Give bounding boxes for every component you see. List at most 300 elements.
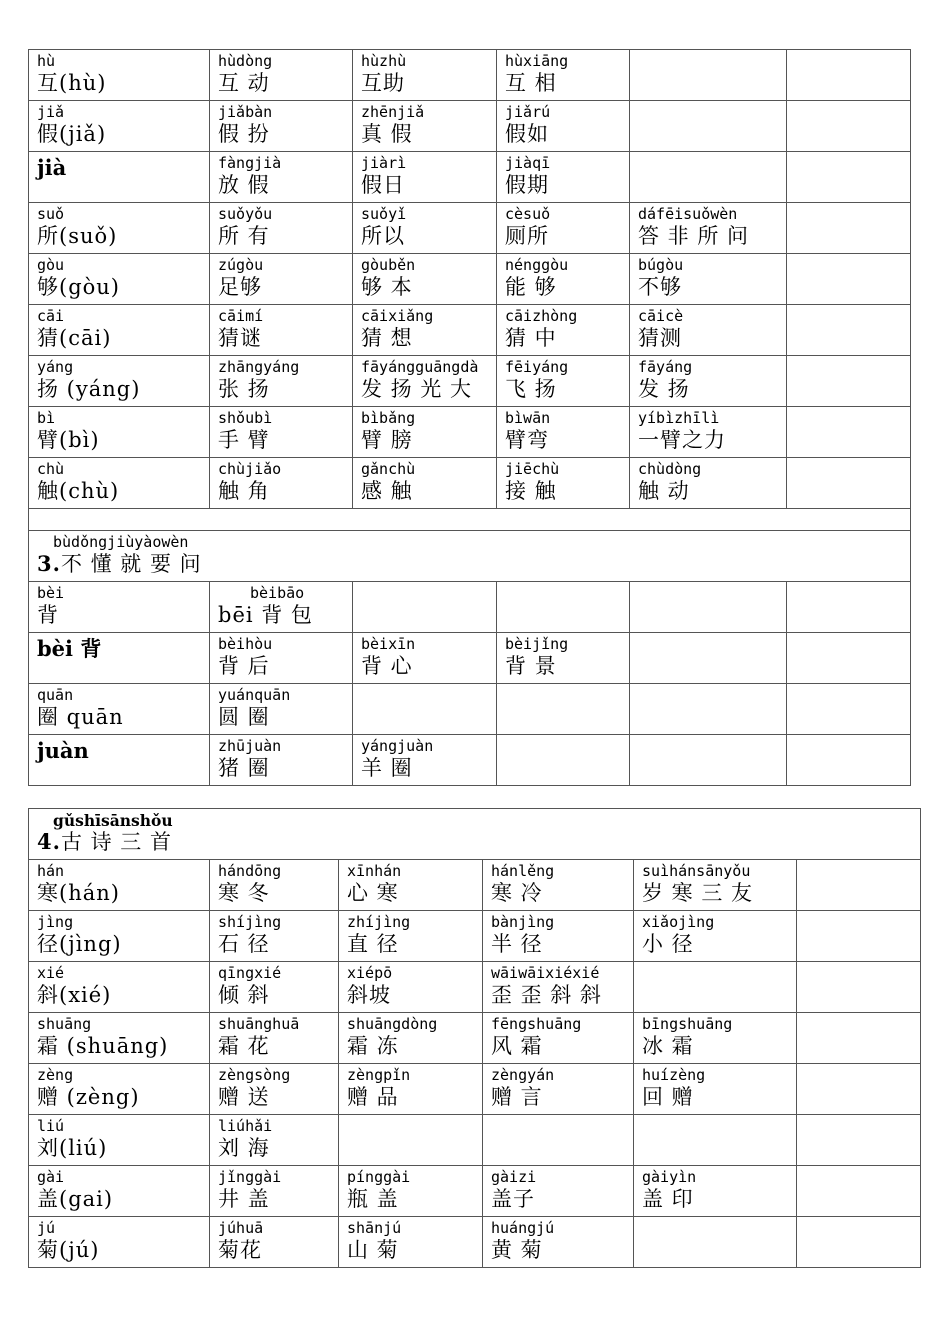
word: bēi 背 包 (218, 603, 313, 627)
word: juàn (37, 738, 89, 763)
pinyin (638, 738, 786, 755)
pinyin (795, 53, 910, 70)
word: 菊(jú) (37, 1238, 100, 1262)
pinyin (642, 1220, 796, 1237)
word: 盖 印 (642, 1187, 694, 1211)
pinyin: nénggòu (505, 256, 569, 274)
pinyin (505, 738, 629, 755)
vocab-cell (29, 735, 210, 786)
word: 扬 (yáng) (37, 377, 141, 401)
vocab-cell (787, 305, 911, 356)
pinyin: shānjú (347, 1219, 402, 1237)
pinyin (795, 155, 910, 172)
word: 飞 扬 (505, 377, 557, 401)
vocab-cell (339, 962, 483, 1013)
vocab-cell (787, 101, 911, 152)
word: 背 后 (218, 654, 270, 678)
vocab-cell (210, 305, 353, 356)
pinyin (795, 687, 910, 704)
vocab-cell (483, 860, 634, 911)
pinyin: qīngxié (218, 964, 282, 982)
vocab-cell (29, 1013, 210, 1064)
vocab-cell (29, 860, 210, 911)
vocab-cell (210, 254, 353, 305)
word: 小 径 (642, 932, 694, 956)
vocab-cell (630, 407, 787, 458)
word: 假(jiǎ) (37, 122, 107, 146)
vocab-cell (29, 458, 210, 509)
pinyin (795, 257, 910, 274)
vocab-cell (630, 203, 787, 254)
pinyin: zèngsòng (218, 1066, 291, 1084)
word: 猜测 (638, 326, 682, 350)
vocab-cell (29, 1217, 210, 1268)
pinyin (638, 636, 786, 653)
word: 能 够 (505, 275, 557, 299)
word: 菊花 (218, 1238, 262, 1262)
vocab-table-1 (28, 49, 911, 786)
word: 感 触 (361, 479, 413, 503)
pinyin: fēiyáng (505, 358, 569, 376)
pinyin: jú (37, 1219, 56, 1237)
pinyin (805, 914, 920, 931)
pinyin: shuāng (37, 1015, 92, 1033)
word: 直 径 (347, 932, 399, 956)
vocab-cell (787, 254, 911, 305)
vocab-cell (630, 50, 787, 101)
word: 一臂之力 (638, 428, 726, 452)
pinyin (805, 1169, 920, 1186)
word: 赠 (zèng) (37, 1085, 140, 1109)
word: 假期 (505, 173, 549, 197)
pinyin: jiàrì (361, 154, 407, 172)
vocab-cell (210, 633, 353, 684)
word: jià (37, 155, 67, 180)
word: 斜(xié) (37, 983, 112, 1007)
pinyin: huízèng (642, 1066, 706, 1084)
pinyin (642, 965, 796, 982)
table-row (29, 735, 911, 786)
pinyin: cèsuǒ (505, 205, 551, 223)
word: 霜 花 (218, 1034, 270, 1058)
vocab-cell (353, 203, 497, 254)
word: 触 角 (218, 479, 270, 503)
pinyin: zèngpǐn (347, 1066, 411, 1084)
word: 厕所 (505, 224, 549, 248)
pinyin (361, 687, 496, 704)
vocab-cell (787, 633, 911, 684)
vocab-cell (787, 356, 911, 407)
pinyin: júhuā (218, 1219, 264, 1237)
word: 猜谜 (218, 326, 262, 350)
vocab-cell (339, 1115, 483, 1166)
pinyin: suǒyǒu (218, 205, 273, 223)
pinyin: jiàqī (505, 154, 551, 172)
pinyin: suǒ (37, 205, 65, 223)
vocab-cell (210, 458, 353, 509)
word: 井 盖 (218, 1187, 270, 1211)
pinyin: xīnhán (347, 862, 402, 880)
pinyin: chù (37, 460, 65, 478)
pinyin: hùxiāng (505, 52, 569, 70)
pinyin: cāizhòng (505, 307, 578, 325)
pinyin: gàizi (491, 1168, 537, 1186)
vocab-cell (29, 911, 210, 962)
vocab-cell (210, 101, 353, 152)
vocab-cell (210, 356, 353, 407)
pinyin: zèng (37, 1066, 74, 1084)
pinyin: bìbǎng (361, 409, 416, 427)
pinyin (805, 1016, 920, 1033)
vocab-cell (210, 203, 353, 254)
word: 互(hù) (37, 71, 107, 95)
vocab-cell (339, 911, 483, 962)
vocab-cell (630, 356, 787, 407)
word: 所 有 (218, 224, 270, 248)
table-row (29, 203, 911, 254)
vocab-cell (787, 50, 911, 101)
pinyin: hùdòng (218, 52, 273, 70)
spacer-row (29, 509, 911, 531)
vocab-cell (497, 633, 630, 684)
word: 所(suǒ) (37, 224, 118, 248)
vocab-cell (353, 582, 497, 633)
pinyin: yuánquān (218, 686, 291, 704)
vocab-cell (210, 962, 339, 1013)
word: 岁 寒 三 友 (642, 881, 754, 905)
vocab-cell (353, 684, 497, 735)
table-row (29, 684, 911, 735)
pinyin: zhēnjiǎ (361, 103, 425, 121)
word: 赠 送 (218, 1085, 270, 1109)
vocab-cell (497, 203, 630, 254)
table-row (29, 962, 921, 1013)
table-row (29, 1166, 921, 1217)
pinyin: gàiyìn (642, 1168, 697, 1186)
word: 霜 冻 (347, 1034, 399, 1058)
pinyin (795, 308, 910, 325)
pinyin: gòuběn (361, 256, 416, 274)
pinyin: shíjìng (218, 913, 282, 931)
word: 不够 (638, 275, 682, 299)
word: 背 心 (361, 654, 413, 678)
vocab-cell (483, 1064, 634, 1115)
pinyin: zhāngyáng (218, 358, 300, 376)
pinyin: fāyángguāngdà (361, 358, 479, 376)
vocab-cell (29, 203, 210, 254)
table-row (29, 911, 921, 962)
vocab-cell (483, 1217, 634, 1268)
vocab-cell (630, 633, 787, 684)
vocab-cell (787, 152, 911, 203)
vocab-cell (634, 911, 797, 962)
vocab-cell (339, 1064, 483, 1115)
vocab-cell (210, 1217, 339, 1268)
pinyin (505, 585, 629, 602)
word: 圈 quān (37, 705, 124, 729)
pinyin: cāixiǎng (361, 307, 434, 325)
vocab-cell (210, 1115, 339, 1166)
word: 发 扬 (638, 377, 690, 401)
pinyin (642, 1118, 796, 1135)
table-row (29, 633, 911, 684)
word: 答 非 所 问 (638, 224, 750, 248)
word: 假 扮 (218, 122, 270, 146)
pinyin: bīngshuāng (642, 1015, 733, 1033)
vocab-cell (497, 582, 630, 633)
vocab-cell (210, 407, 353, 458)
vocab-cell (29, 962, 210, 1013)
pinyin: xiépō (347, 964, 393, 982)
word: 放 假 (218, 173, 270, 197)
word: 盖子 (491, 1187, 535, 1211)
vocab-cell (339, 860, 483, 911)
pinyin: shuānghuā (218, 1015, 300, 1033)
pinyin: zhūjuàn (218, 737, 282, 755)
pinyin: hù (37, 52, 56, 70)
pinyin (361, 585, 496, 602)
word: 互 相 (505, 71, 557, 95)
table-row (29, 305, 911, 356)
vocab-cell (210, 684, 353, 735)
vocab-cell (797, 1166, 921, 1217)
vocab-cell (483, 1115, 634, 1166)
vocab-cell (353, 735, 497, 786)
vocab-cell (797, 1217, 921, 1268)
vocab-cell (634, 1064, 797, 1115)
word: 猜 想 (361, 326, 413, 350)
pinyin: xié (37, 964, 65, 982)
pinyin (795, 359, 910, 376)
vocab-cell (634, 1013, 797, 1064)
pinyin: yángjuàn (361, 737, 434, 755)
word: 山 菊 (347, 1238, 399, 1262)
pinyin: chùjiǎo (218, 460, 282, 478)
pinyin: gǎnchù (361, 460, 416, 478)
vocab-cell (210, 582, 353, 633)
vocab-cell (29, 101, 210, 152)
pinyin: bìwān (505, 409, 551, 427)
pinyin: cāimí (218, 307, 264, 325)
vocab-cell (497, 305, 630, 356)
vocab-cell (797, 1115, 921, 1166)
vocab-cell (29, 1166, 210, 1217)
vocab-cell (497, 735, 630, 786)
word: 羊 圈 (361, 756, 413, 780)
vocab-cell (29, 152, 210, 203)
word: 假日 (361, 173, 405, 197)
vocab-cell (497, 50, 630, 101)
word: 猜(cāi) (37, 326, 112, 350)
vocab-cell (210, 1013, 339, 1064)
word: 黄 菊 (491, 1238, 543, 1262)
word: 冰 霜 (642, 1034, 694, 1058)
table-row (29, 407, 911, 458)
pinyin: hándōng (218, 862, 282, 880)
vocab-cell (210, 1166, 339, 1217)
vocab-cell (483, 1166, 634, 1217)
vocab-cell (353, 101, 497, 152)
pinyin (795, 206, 910, 223)
vocab-cell (630, 101, 787, 152)
pinyin (805, 863, 920, 880)
vocab-cell (630, 684, 787, 735)
pinyin: jiǎbàn (218, 103, 273, 121)
pinyin (638, 687, 786, 704)
vocab-cell (797, 911, 921, 962)
pinyin: huángjú (491, 1219, 555, 1237)
vocab-cell (29, 633, 210, 684)
pinyin (805, 1067, 920, 1084)
word: 风 霜 (491, 1034, 543, 1058)
word: 臂弯 (505, 428, 549, 452)
pinyin: hánlěng (491, 862, 555, 880)
vocab-cell (630, 582, 787, 633)
pinyin (795, 461, 910, 478)
vocab-cell (210, 860, 339, 911)
vocab-cell (29, 1064, 210, 1115)
vocab-cell (634, 860, 797, 911)
pinyin: quān (37, 686, 74, 704)
vocab-cell (634, 1217, 797, 1268)
word: 霜 (shuāng) (37, 1034, 169, 1058)
word: 寒 冬 (218, 881, 270, 905)
vocab-cell (29, 50, 210, 101)
pinyin: suǒyǐ (361, 205, 407, 223)
vocab-cell (787, 458, 911, 509)
vocab-cell (29, 407, 210, 458)
word: 张 扬 (218, 377, 270, 401)
vocab-cell (210, 911, 339, 962)
table-row (29, 101, 911, 152)
word: 互助 (361, 71, 405, 95)
vocab-cell (483, 1013, 634, 1064)
vocab-cell (29, 356, 210, 407)
vocab-cell (497, 684, 630, 735)
pinyin: wāiwāixiéxié (491, 964, 600, 982)
pinyin: bèi (37, 584, 65, 602)
word: bèi 背 (37, 636, 102, 661)
pinyin: shuāngdòng (347, 1015, 438, 1033)
word: 刘 海 (218, 1136, 270, 1160)
vocab-cell (339, 1166, 483, 1217)
word: 够(gòu) (37, 275, 120, 299)
pinyin: suìhánsānyǒu (642, 862, 751, 880)
vocab-cell (483, 962, 634, 1013)
word: 足够 (218, 275, 262, 299)
vocab-cell (353, 458, 497, 509)
vocab-cell (29, 1115, 210, 1166)
word: 歪 歪 斜 斜 (491, 983, 603, 1007)
table-row (29, 356, 911, 407)
pinyin (638, 104, 786, 121)
word: 触 动 (638, 479, 690, 503)
pinyin: fāyáng (638, 358, 693, 376)
vocab-cell (353, 356, 497, 407)
word: 臂(bì) (37, 428, 100, 452)
pinyin: bèijǐng (505, 635, 569, 653)
pinyin: fàngjià (218, 154, 282, 172)
pinyin: bèihòu (218, 635, 273, 653)
pinyin: hùzhù (361, 52, 407, 70)
vocab-cell (29, 582, 210, 633)
word: 寒(hán) (37, 881, 120, 905)
vocab-table-2 (28, 808, 921, 1268)
pinyin (638, 585, 786, 602)
table-row (29, 152, 911, 203)
vocab-cell (210, 735, 353, 786)
pinyin: cāi (37, 307, 65, 325)
pinyin (805, 1220, 920, 1237)
vocab-cell (787, 407, 911, 458)
pinyin: búgòu (638, 256, 684, 274)
vocab-cell (353, 305, 497, 356)
pinyin (805, 965, 920, 982)
vocab-cell (483, 911, 634, 962)
word: 真 假 (361, 122, 413, 146)
word: 赠 品 (347, 1085, 399, 1109)
word: 背 景 (505, 654, 557, 678)
vocab-cell (339, 1013, 483, 1064)
vocab-cell (29, 305, 210, 356)
vocab-cell (797, 860, 921, 911)
word: 心 寒 (347, 881, 399, 905)
pinyin: liúhǎi (218, 1117, 273, 1135)
pinyin (491, 1118, 633, 1135)
pinyin: pínggài (347, 1168, 411, 1186)
vocab-cell (787, 684, 911, 735)
vocab-cell (797, 962, 921, 1013)
vocab-cell (630, 254, 787, 305)
word: 背 (37, 603, 59, 627)
vocab-cell (634, 1115, 797, 1166)
word: 寒 冷 (491, 881, 543, 905)
pinyin (638, 53, 786, 70)
pinyin: bànjìng (491, 913, 555, 931)
pinyin (795, 410, 910, 427)
pinyin: jiǎ (37, 103, 65, 121)
word: 假如 (505, 122, 549, 146)
table-row (29, 458, 911, 509)
pinyin (805, 1118, 920, 1135)
vocab-cell (29, 254, 210, 305)
word: 斜坡 (347, 983, 391, 1007)
word: 接 触 (505, 479, 557, 503)
vocab-cell (353, 50, 497, 101)
table-row (29, 1013, 921, 1064)
pinyin (795, 636, 910, 653)
vocab-cell (497, 152, 630, 203)
pinyin (795, 738, 910, 755)
vocab-cell (787, 203, 911, 254)
vocab-cell (210, 1064, 339, 1115)
section-3-title: bùdǒngjiùyàowèn 3.不 懂 就 要 问 (29, 531, 911, 582)
word: 倾 斜 (218, 983, 270, 1007)
word: 所以 (361, 224, 405, 248)
vocab-cell (497, 458, 630, 509)
word: 刘(liú) (37, 1136, 108, 1160)
section-4-title: gǔshīsānshǒu 4.古 诗 三 首 (29, 809, 921, 860)
pinyin: jǐnggài (218, 1168, 282, 1186)
pinyin: liú (37, 1117, 65, 1135)
table-row (29, 1217, 921, 1268)
word: 赠 言 (491, 1085, 543, 1109)
vocab-cell (353, 254, 497, 305)
vocab-cell (29, 684, 210, 735)
word: 臂 膀 (361, 428, 413, 452)
vocab-cell (797, 1064, 921, 1115)
vocab-cell (353, 152, 497, 203)
